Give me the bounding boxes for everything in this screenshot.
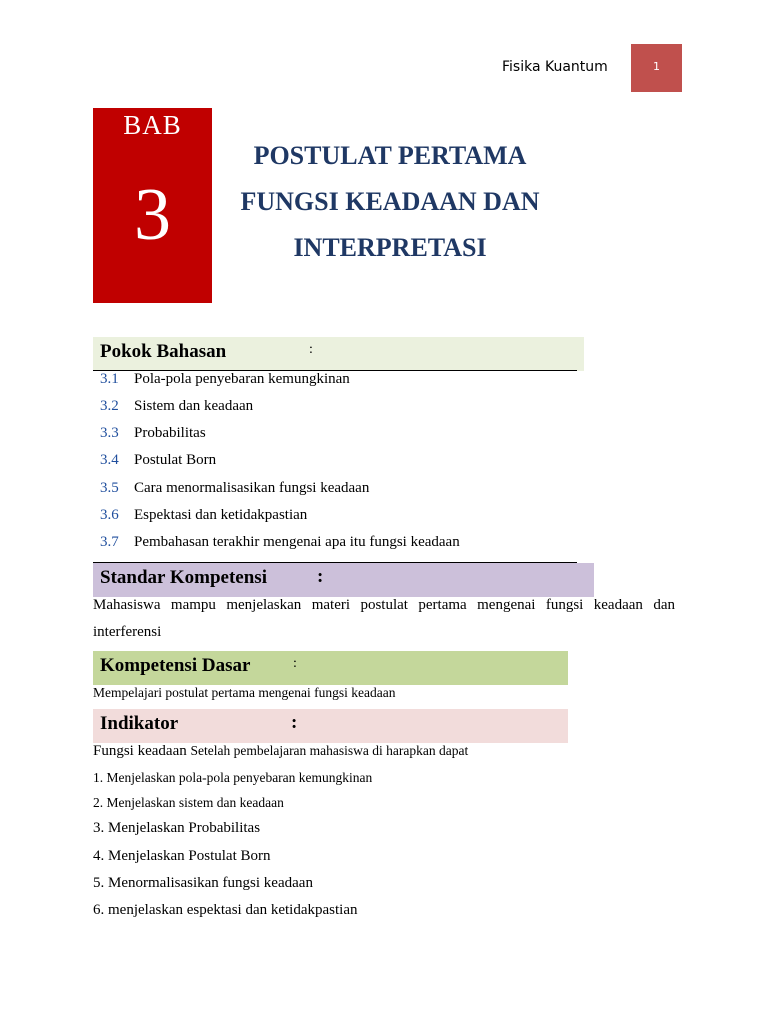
topic-list-item bbox=[100, 398, 253, 420]
topic-number: 3.2 bbox=[100, 398, 119, 414]
chapter-label: BAB bbox=[123, 110, 182, 140]
topic-text: Sistem dan keadaan bbox=[134, 398, 254, 414]
topic-list-item bbox=[100, 507, 307, 529]
topic-text: Postulat Born bbox=[134, 452, 217, 468]
topic-text: Cara menormalisasikan fungsi keadaan bbox=[134, 480, 370, 496]
topic-number: 3.1 bbox=[100, 371, 119, 387]
indikator-heading bbox=[93, 709, 568, 743]
pokok-bahasan-label: Pokok Bahasan bbox=[100, 341, 227, 362]
topic-number: 3.4 bbox=[100, 452, 119, 468]
indikator-item: 1. Menjelaskan pola-pola penyebaran kemungkinan bbox=[93, 770, 373, 785]
topic-list-item bbox=[100, 452, 216, 474]
topic-list-item bbox=[100, 371, 350, 393]
pokok-bahasan-colon: : bbox=[309, 342, 313, 357]
chapter-title bbox=[215, 133, 565, 271]
kompetensi-dasar-label: Kompetensi Dasar bbox=[100, 655, 251, 676]
indikator-item: 4. Menjelaskan Postulat Born bbox=[93, 848, 271, 864]
kompetensi-dasar-text: Mempelajari postulat pertama mengenai fungsi keadaan bbox=[93, 685, 396, 700]
topic-number: 3.6 bbox=[100, 507, 119, 523]
topic-text: Pembahasan terakhir mengenai apa itu fungsi keadaan bbox=[134, 534, 460, 550]
chapter-number: 3 bbox=[134, 174, 171, 256]
topic-text: Pola-pola penyebaran kemungkinan bbox=[134, 371, 350, 387]
indikator-item: 3. Menjelaskan Probabilitas bbox=[93, 820, 261, 836]
indikator-item: 6. menjelaskan espektasi dan ketidakpastian bbox=[93, 902, 358, 918]
topic-list-item bbox=[100, 534, 460, 556]
indikator-intro bbox=[93, 743, 468, 760]
pokok-bahasan-heading bbox=[93, 337, 584, 371]
kompetensi-dasar-colon: : bbox=[293, 656, 297, 671]
topic-list-item bbox=[100, 425, 206, 447]
chapter-badge bbox=[93, 108, 212, 303]
standar-kompetensi-label: Standar Kompetensi bbox=[100, 567, 267, 588]
indikator-item: 2. Menjelaskan sistem dan keadaan bbox=[93, 795, 284, 810]
topic-text: Probabilitas bbox=[134, 425, 206, 441]
chapter-title-line: POSTULAT PERTAMA bbox=[253, 141, 527, 170]
topic-list-item bbox=[100, 480, 369, 502]
indikator-label: Indikator bbox=[100, 713, 179, 734]
topic-number: 3.7 bbox=[100, 534, 119, 550]
standar-kompetensi-colon: : bbox=[317, 566, 324, 587]
chapter-title-line: FUNGSI KEADAAN DAN bbox=[240, 187, 540, 216]
page-number-badge: 1 bbox=[631, 44, 682, 92]
topic-text: Espektasi dan ketidakpastian bbox=[134, 507, 308, 523]
running-header-title: Fisika Kuantum bbox=[502, 59, 608, 75]
kompetensi-dasar-heading bbox=[93, 651, 568, 685]
indikator-intro-a: Fungsi keadaan bbox=[93, 743, 187, 759]
chapter-title-line: INTERPRETASI bbox=[293, 233, 487, 262]
standar-kompetensi-text: Mahasiswa mampu menjelaskan materi postulat pertama mengenai fungsi keadaan dan interferensi bbox=[93, 597, 675, 640]
topic-number: 3.3 bbox=[100, 425, 119, 441]
indikator-intro-b: Setelah pembelajaran mahasiswa di harapkan dapat bbox=[190, 743, 469, 758]
topic-number: 3.5 bbox=[100, 480, 119, 496]
indikator-item: 5. Menormalisasikan fungsi keadaan bbox=[93, 875, 313, 891]
indikator-colon: : bbox=[291, 712, 298, 733]
